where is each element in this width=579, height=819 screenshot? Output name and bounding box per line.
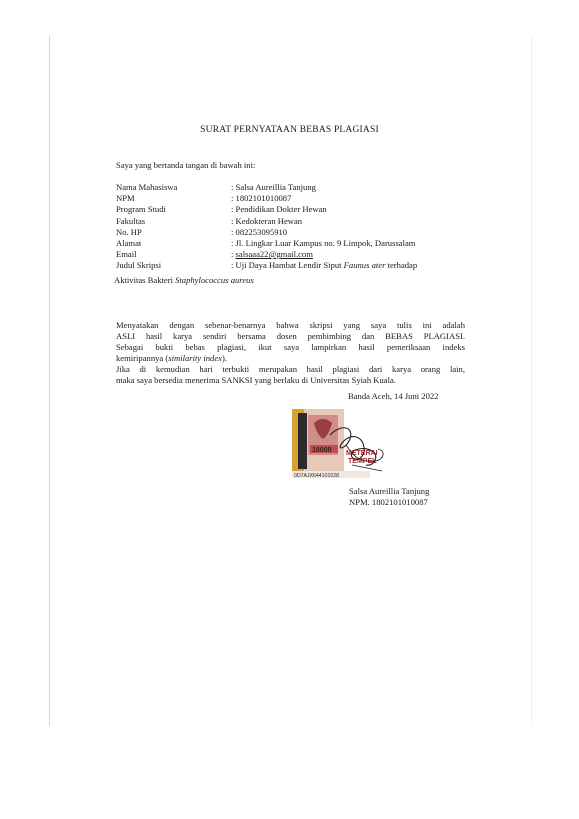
intro-text: Saya yang bertanda tangan di bawah ini:	[116, 160, 256, 170]
stamp-label-top: METERAI	[346, 450, 378, 457]
stamp-amount: 10000	[312, 447, 332, 454]
field-value	[231, 260, 417, 271]
field-value: : Jl. Lingkar Luar Kampus no. 9 Limpok, Darussalam	[231, 237, 416, 248]
statement-line	[116, 353, 465, 364]
field-label: Email	[116, 249, 137, 260]
colon-prefix: :	[231, 249, 236, 260]
signature-stroke	[352, 465, 382, 471]
field-label: Program Studi	[116, 204, 166, 215]
sanction-line: maka saya bersedia menerima SANKSI yang berlaku di Universitas Syiah Kuala.	[116, 375, 396, 385]
place-date: Banda Aceh, 14 Juni 2022	[348, 391, 439, 401]
field-label: Nama Mahasiswa	[116, 182, 178, 192]
stamp-serial: 0D7AJX644101028	[294, 473, 339, 479]
field-label: Alamat	[116, 237, 142, 248]
sanction-paragraph	[116, 364, 465, 386]
field-value: : Kedokteran Hewan	[231, 215, 303, 226]
signer-name: Salsa Aureillia Tanjung	[349, 486, 430, 496]
signer-npm: NPM. 1802101010087	[349, 497, 428, 507]
field-label: No. HP	[116, 226, 142, 237]
statement-line: Sebagai bukti bebas plagiasi, ikut saya lampirkan hasil pemeriksaan indeks	[116, 342, 465, 352]
thesis-title-cont-text: Aktivitas Bakteri	[114, 275, 176, 285]
stamp-label-bottom: TEMPEL	[348, 458, 377, 465]
thesis-title-bacteria: Staphylococcus aureus	[175, 275, 254, 285]
statement-paragraph	[116, 320, 465, 364]
thesis-title-suffix: terhadap	[385, 260, 418, 271]
thesis-title-species: Faunus ater	[343, 260, 386, 271]
page-left-edge	[49, 36, 50, 726]
field-value: : Pendidikan Dokter Hewan	[231, 204, 327, 215]
field-label: Fakultas	[116, 215, 146, 226]
field-value: : 1802101010087	[231, 193, 292, 204]
page-right-edge	[531, 36, 532, 726]
field-value	[231, 249, 313, 260]
field-value: : 082253095910	[231, 226, 288, 237]
similarity-index-term: similarity index	[168, 353, 222, 363]
document-title: SURAT PERNYATAAN BEBAS PLAGIASI	[200, 125, 379, 135]
field-value: : Salsa Aureillia Tanjung	[231, 182, 316, 192]
thesis-title-continuation	[114, 275, 254, 286]
stamp-and-signature-graphic	[290, 405, 400, 491]
email-link[interactable]: salsaaa22@gmail.com	[235, 249, 313, 260]
similarity-suffix: ).	[221, 353, 227, 363]
sanction-line: Jika di kemudian hari terbukti merupakan hasil plagiasi dari karya orang lain,	[116, 364, 465, 374]
statement-line: Menyatakan dengan sebenar-benarnya bahwa skripsi yang saya tulis ini adalah	[116, 320, 465, 330]
field-label: NPM	[116, 193, 135, 204]
stamp-dark-strip	[298, 413, 307, 469]
thesis-title-prefix: : Uji Daya Hambat Lendir Siput	[231, 260, 344, 271]
field-label: Judul Skripsi	[116, 260, 162, 271]
similarity-prefix: kemiripannya (	[116, 353, 169, 363]
signature-stamp-area	[290, 405, 400, 491]
statement-line: ASLI hasil karya sendiri bersama dosen pembimbing dan BEBAS PLAGIASI.	[116, 331, 465, 341]
